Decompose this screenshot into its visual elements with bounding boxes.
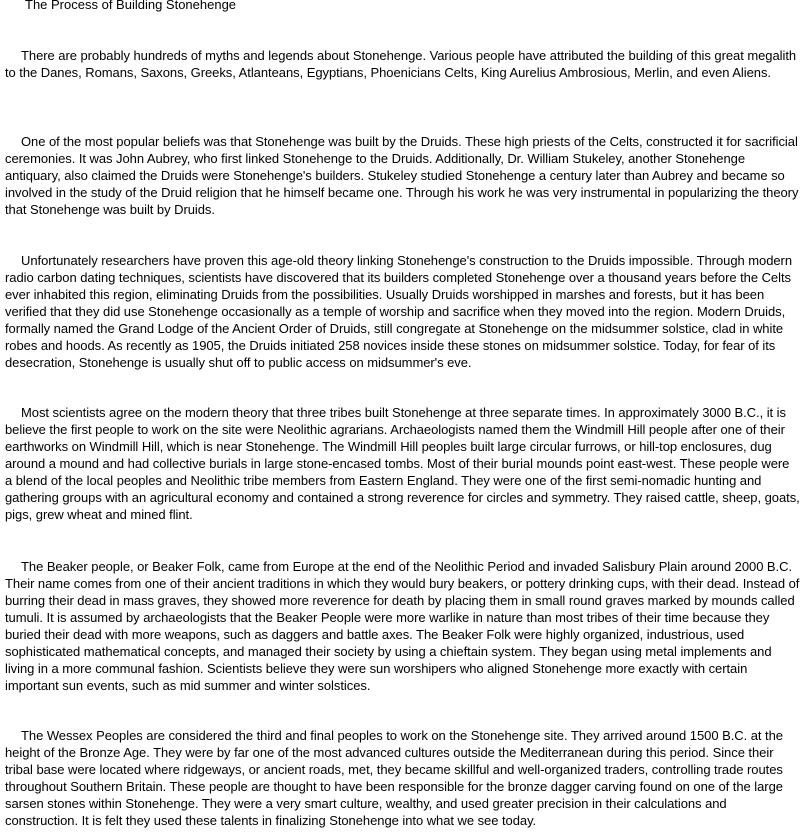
- paragraph-6: The Wessex Peoples are considered the third and final peoples to work on the Stonehenge site. They arrived around 1500 B.C. at the height of the Bronze Age. They were by far one of the most advanced cultures outside the Mediterranean during this period. Since their tribal base were located where ridgeways, or ancient roads, met, they became skillful and well-organized traders, controlling trade routes throughout Southern Britain. These people are thought to have been responsible for the bronze dagger carving found on one of the large sarsen stones within Stonehenge. They were a very smart culture, wealthy, and used greater precision in their calculations and construction. It is felt they used these talents in finalizing Stonehenge into what we see today.: [5, 728, 783, 828]
- document-body: [5, 0, 800, 828]
- paragraph-1: There are probably hundreds of myths and legends about Stonehenge. Various people have attributed the building of this great megalith to the Danes, Romans, Saxons, Greeks, Atlanteans, Egyptians, Phoenicians Celts, King Aurelius Ambrosious, Merlin, and even Aliens.: [5, 48, 797, 80]
- paragraph-4: Most scientists agree on the modern theory that three tribes built Stonehenge at three separate times. In approximately 3000 B.C., it is believe the first people to work on the site were Neolithic agrarians. Archaeologists named them the Windmill Hill people after one of their earthworks on Windmill Hill, which is near Stonehenge. The Windmill Hill peoples built large circular furrows, or hill-top enclosures, dug around a mound and had collective burials in large stone-encased tombs. Most of their burial mounds point east-west. These people were a blend of the local peoples and Neolithic tribe members from Eastern England. They were one of the first semi-nomadic hunting and gathering groups with an agricultural economy and contained a strong reverence for circles and symmetry. They raised cattle, sheep, goats, pigs, grew wheat and mined flint.: [5, 405, 800, 522]
- paragraph-3: Unfortunately researchers have proven this age-old theory linking Stonehenge's construction to the Druids impossible. Through modern radio carbon dating techniques, scientists have discovered that its builders completed Stonehenge over a thousand years before the Celts ever inhabited this region, eliminating Druids from the possibilities. Usually Druids worshipped in marshes and forests, but it has been verified that they did use Stonehenge occasionally as a temple of worship and sacrifice when they moved into the region. Modern Druids, formally named the Grand Lodge of the Ancient Order of Druids, still congregate at Stonehenge on the midsummer solstice, clad in white robes and hoods. As recently as 1905, the Druids initiated 258 novices inside these stones on midsummer solstice. Today, for fear of its desecration, Stonehenge is usually shut off to public access on midsummer's eve.: [5, 253, 793, 370]
- page-title: The Process of Building Stonehenge: [25, 0, 237, 12]
- paragraph-2: One of the most popular beliefs was that Stonehenge was built by the Druids. These high priests of the Celts, constructed it for sacrificial ceremonies. It was John Aubrey, who first linked Stonehenge to the Druids. Additionally, Dr. William Stukeley, another Stonehenge antiquary, also claimed the Druids were Stonehenge's builders. Stukeley studied Stonehenge a century later than Aubrey and became so involved in the study of the Druid religion that he himself became one. Through his work he was very instrumental in popularizing the theory that Stonehenge was built by Druids.: [5, 134, 799, 217]
- paragraph-5: The Beaker people, or Beaker Folk, came from Europe at the end of the Neolithic Period and invaded Salisbury Plain around 2000 B.C. Their name comes from one of their ancient traditions in which they would bury beakers, or pottery drinking cups, with their dead. Instead of burring their dead in mass graves, they showed more reverence for death by placing them in small round graves marked by mounds called tumuli. It is assumed by archaeologists that the Beaker People were more warlike in nature than most tribes of their time because they buried their dead with more weapons, such as daggers and battle axes. The Beaker Folk were highly organized, industrious, used sophisticated mathematical concepts, and managed their society by using a chieftain system. They began using metal implements and living in a more communal fashion. Scientists believe they were sun worshipers who aligned Stonehenge more exactly with certain important sun events, such as mid summer and winter solstices.: [5, 559, 800, 693]
